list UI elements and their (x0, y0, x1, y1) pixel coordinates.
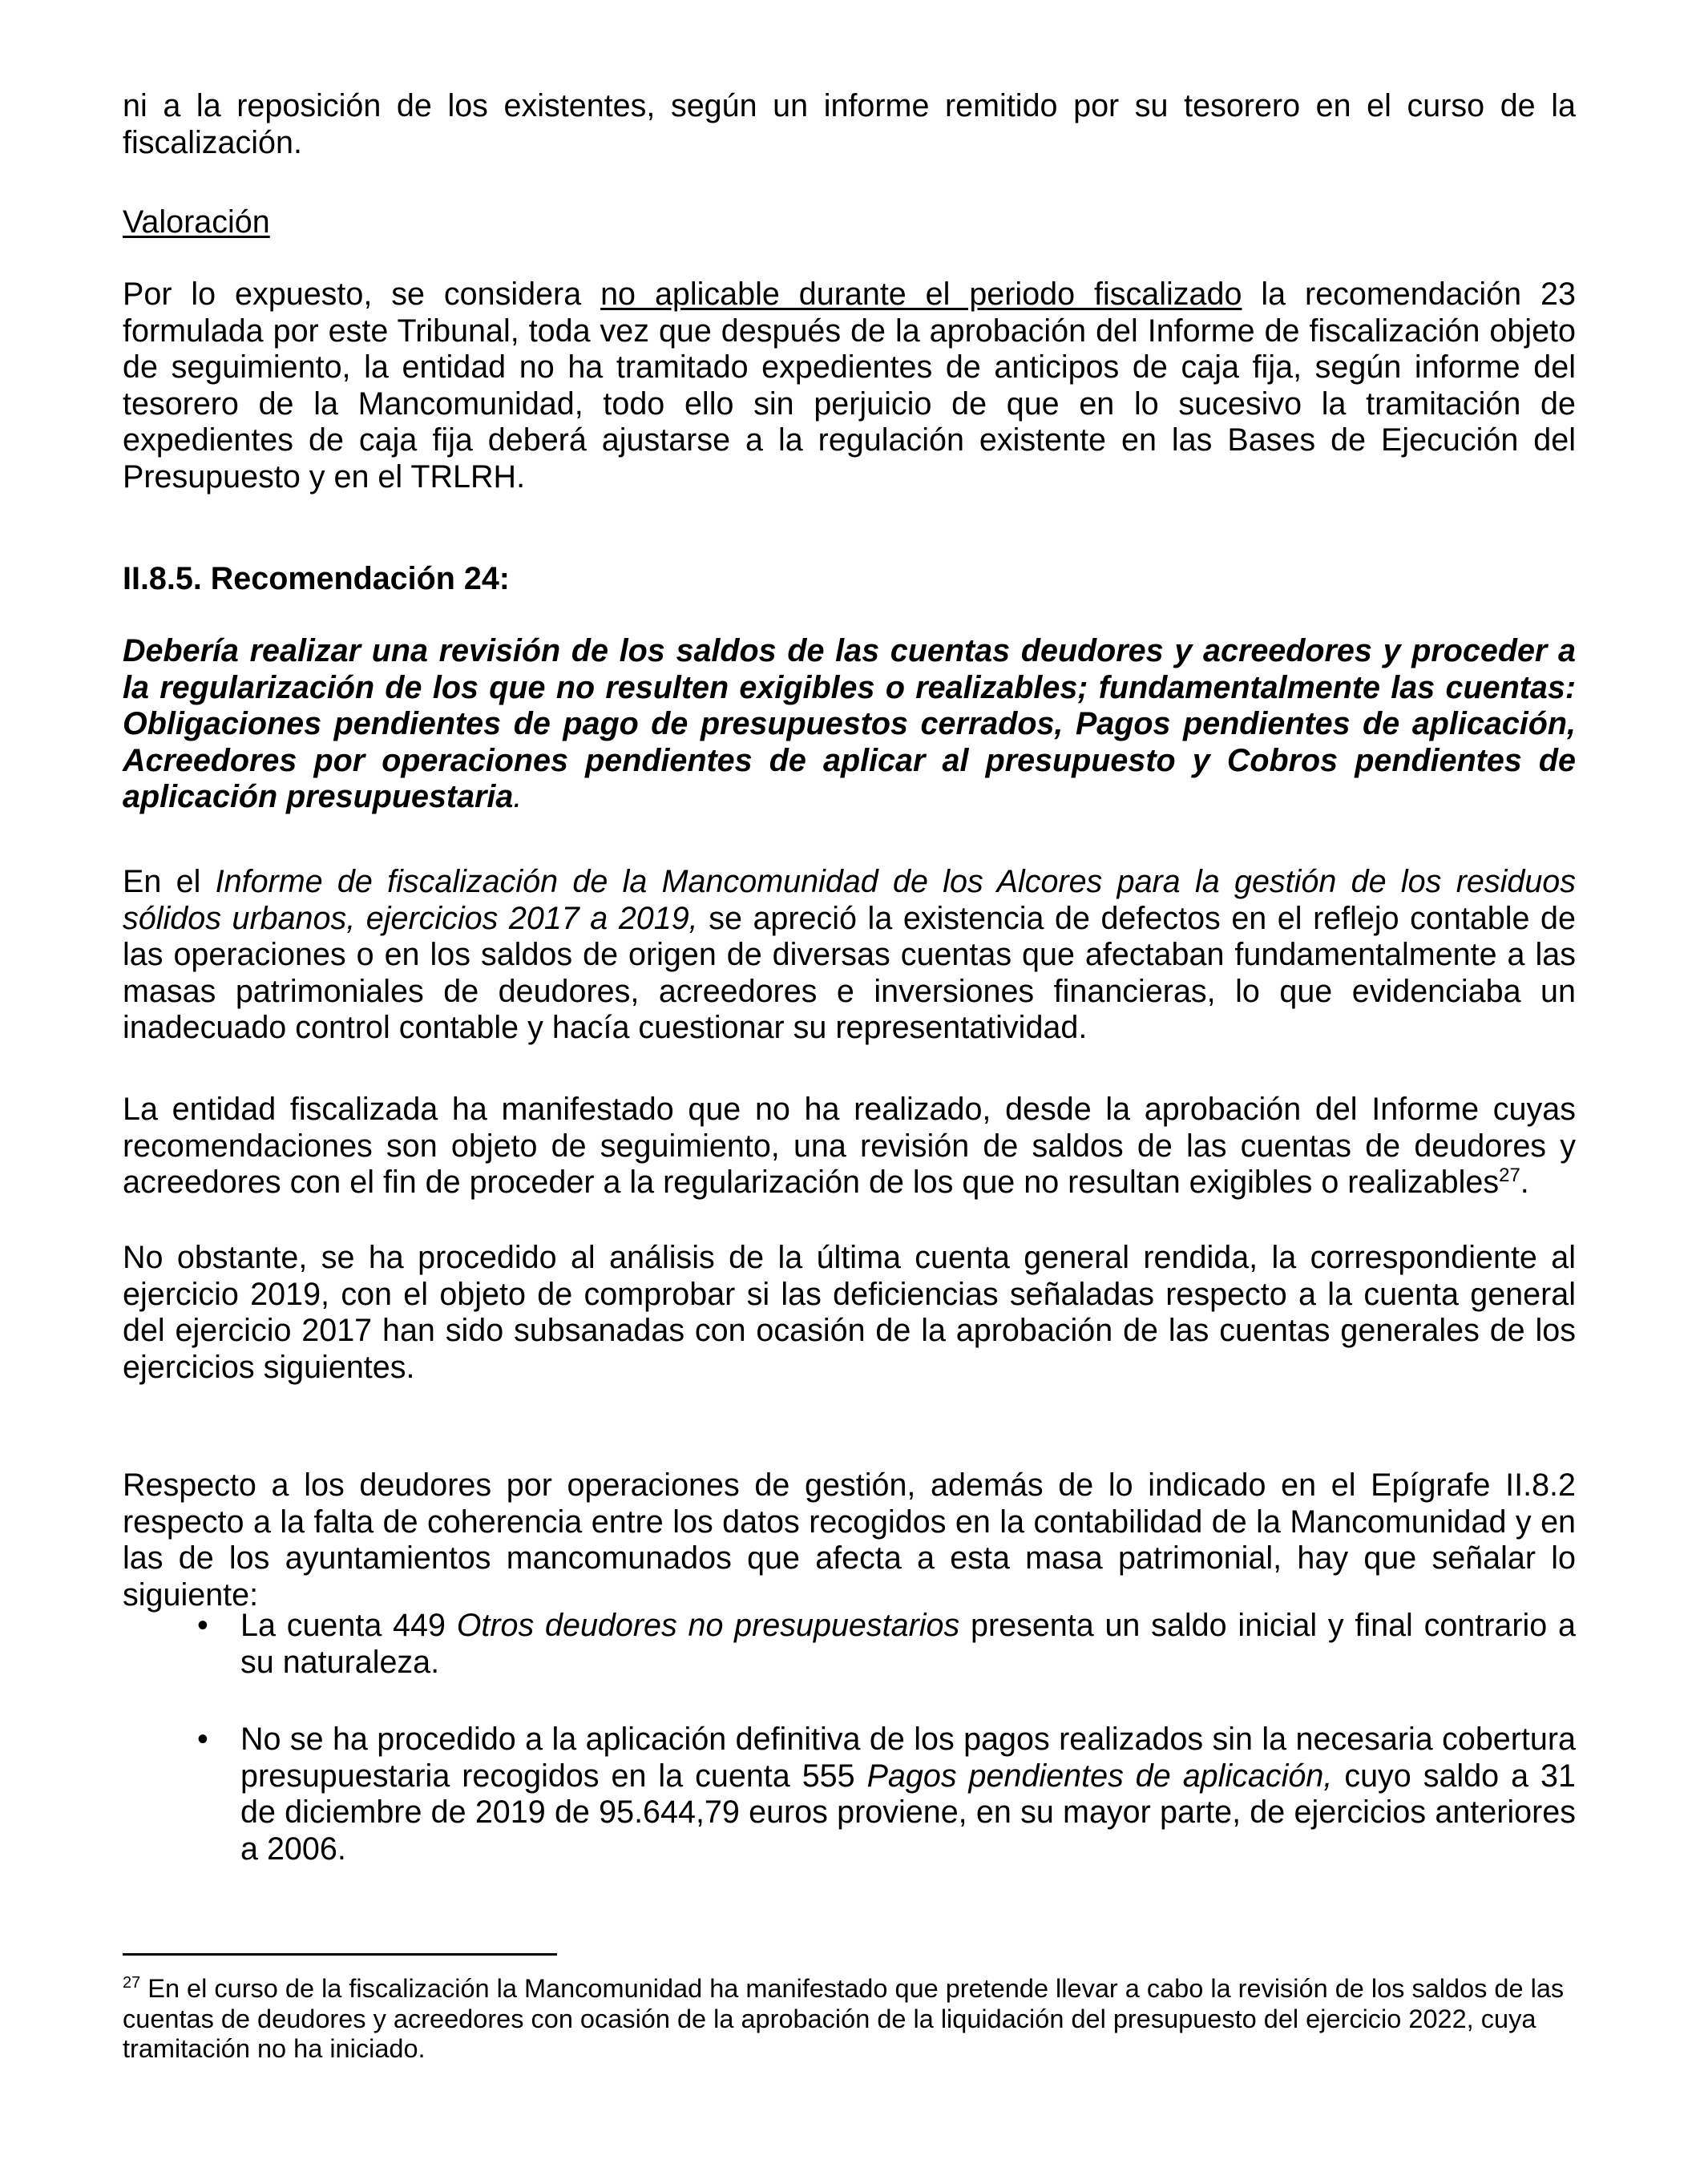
footnote-reference: 27 (1499, 1164, 1520, 1186)
text-run: Debería realizar una revisión de los saldos de las cuentas deudores y acreedores y proceder a la regularización de los que no resulten exigibles o realizables; fundamentalmente las cuentas: Obligaciones pendientes de pago de presupuestos cerrados, Pagos pendientes de aplicación, Acreedores por operaciones pendientes de aplicar al presupuesto y Cobros pendientes de aplicación presupuestaria (123, 633, 1576, 814)
paragraph-respecto (123, 1467, 1576, 1613)
text-run: . (1520, 1165, 1529, 1200)
text-run: La entidad fiscalizada ha manifestado que no ha realizado, desde la aprobación del Informe cuyas recomendaciones son objeto de seguimiento, una revisión de saldos de las cuentas de deudores y acreedores con el fin de proceder a la regularización de los que no resultan exigibles o realizables (123, 1092, 1576, 1200)
bullet-item (240, 1722, 1576, 1867)
recommendation-text (123, 633, 1576, 816)
text-run: ni a la reposición de los existentes, según un informe remitido por su tesorero en el curso de la fiscalización. (123, 88, 1576, 160)
text-run: Valoración (123, 204, 270, 240)
paragraph-continuation (123, 88, 1576, 161)
text-run: No obstante, se ha procedido al análisis de la última cuenta general rendida, la correspondiente al ejercicio 2019, con el objeto de comprobar si las deficiencias señaladas respecto a la cuenta general del ejercicio 2017 han sido subsanadas con ocasión de la aprobación de las cuentas generales de los ejercicios siguientes. (123, 1240, 1576, 1385)
text-run: se apreció la existencia de defectos en el reflejo contable de las operaciones o en los saldos de origen de diversas cuentas que afectaban fundamentalmente a las masas patrimoniales de deudores, acreedores e inversiones financieras, lo que evidenciaba un inadecuado control contable y hacía cuestionar su representatividad. (123, 900, 1576, 1045)
text-run: No se ha procedido a la aplicación definitiva de los pagos realizados sin la necesaria cobertura presupuestaria recogidos en la cuenta 555 (240, 1722, 1576, 1794)
paragraph-informe (123, 864, 1576, 1047)
paragraph-valoracion (123, 277, 1576, 495)
paragraph-no-obstante (123, 1240, 1576, 1386)
text-run: presenta un saldo inicial y final contrario a su naturaleza. (240, 1608, 1576, 1680)
bullet-icon: • (197, 1608, 208, 1643)
section-heading (123, 561, 1576, 598)
text-run: Informe de fiscalización de la Mancomunidad de los Alcores para la gestión de los residuos sólidos urbanos, ejercicios 2017 a 2019, (123, 864, 1576, 936)
text-run: En el (123, 864, 216, 899)
valoracion-heading (123, 204, 1576, 241)
text-run: La cuenta 449 (240, 1608, 457, 1643)
text-run: Respecto a los deudores por operaciones de gestión, además de lo indicado en el Epígrafe II.8.2 respecto a la falta de coherencia entre los datos recogidos en la contabilidad de la Mancomunidad y en las de los ayuntamientos mancomunados que afecta a esta masa patrimonial, hay que señalar lo siguiente: (123, 1467, 1576, 1613)
bullet-icon: • (197, 1722, 208, 1757)
footnote-text: En el curso de la fiscalización la Mancomunidad ha manifestado que pretende llevar a cabo la revisión de los saldos de las cuentas de deudores y acreedores con ocasión de la aprobación de la liquidación del presupuesto del ejercicio 2022, cuya tramitación no ha iniciado. (123, 1974, 1565, 2063)
text-run: no aplicable durante el periodo fiscalizado (600, 277, 1242, 312)
text-run: Por lo expuesto, se considera (123, 277, 601, 312)
footnote-separator (123, 1953, 557, 1956)
footnote (123, 1974, 1576, 2065)
text-run: Pagos pendientes de aplicación, (866, 1758, 1333, 1794)
text-run: Otros deudores no presupuestarios (456, 1608, 960, 1643)
text-run: cuyo saldo a 31 de diciembre de 2019 de 95.644,79 euros proviene, en su mayor parte, de ejercicios anteriores a 2006. (240, 1758, 1576, 1867)
footnote-number: 27 (123, 1974, 141, 1992)
text-run: . (513, 779, 523, 814)
text-run: la recomendación 23 formulada por este Tribunal, toda vez que después de la aprobación del Informe de fiscalización objeto de seguimiento, la entidad no ha tramitado expedientes de anticipos de caja fija, según informe del tesorero de la Mancomunidad, todo ello sin perjuicio de que en lo sucesivo la tramitación de expedientes de caja fija deberá ajustarse a la regulación existente en las Bases de Ejecución del Presupuesto y en el TRLRH. (123, 277, 1576, 495)
paragraph-entidad (123, 1092, 1576, 1201)
bullet-item (240, 1608, 1576, 1681)
text-run: II.8.5. Recomendación 24: (123, 561, 510, 596)
